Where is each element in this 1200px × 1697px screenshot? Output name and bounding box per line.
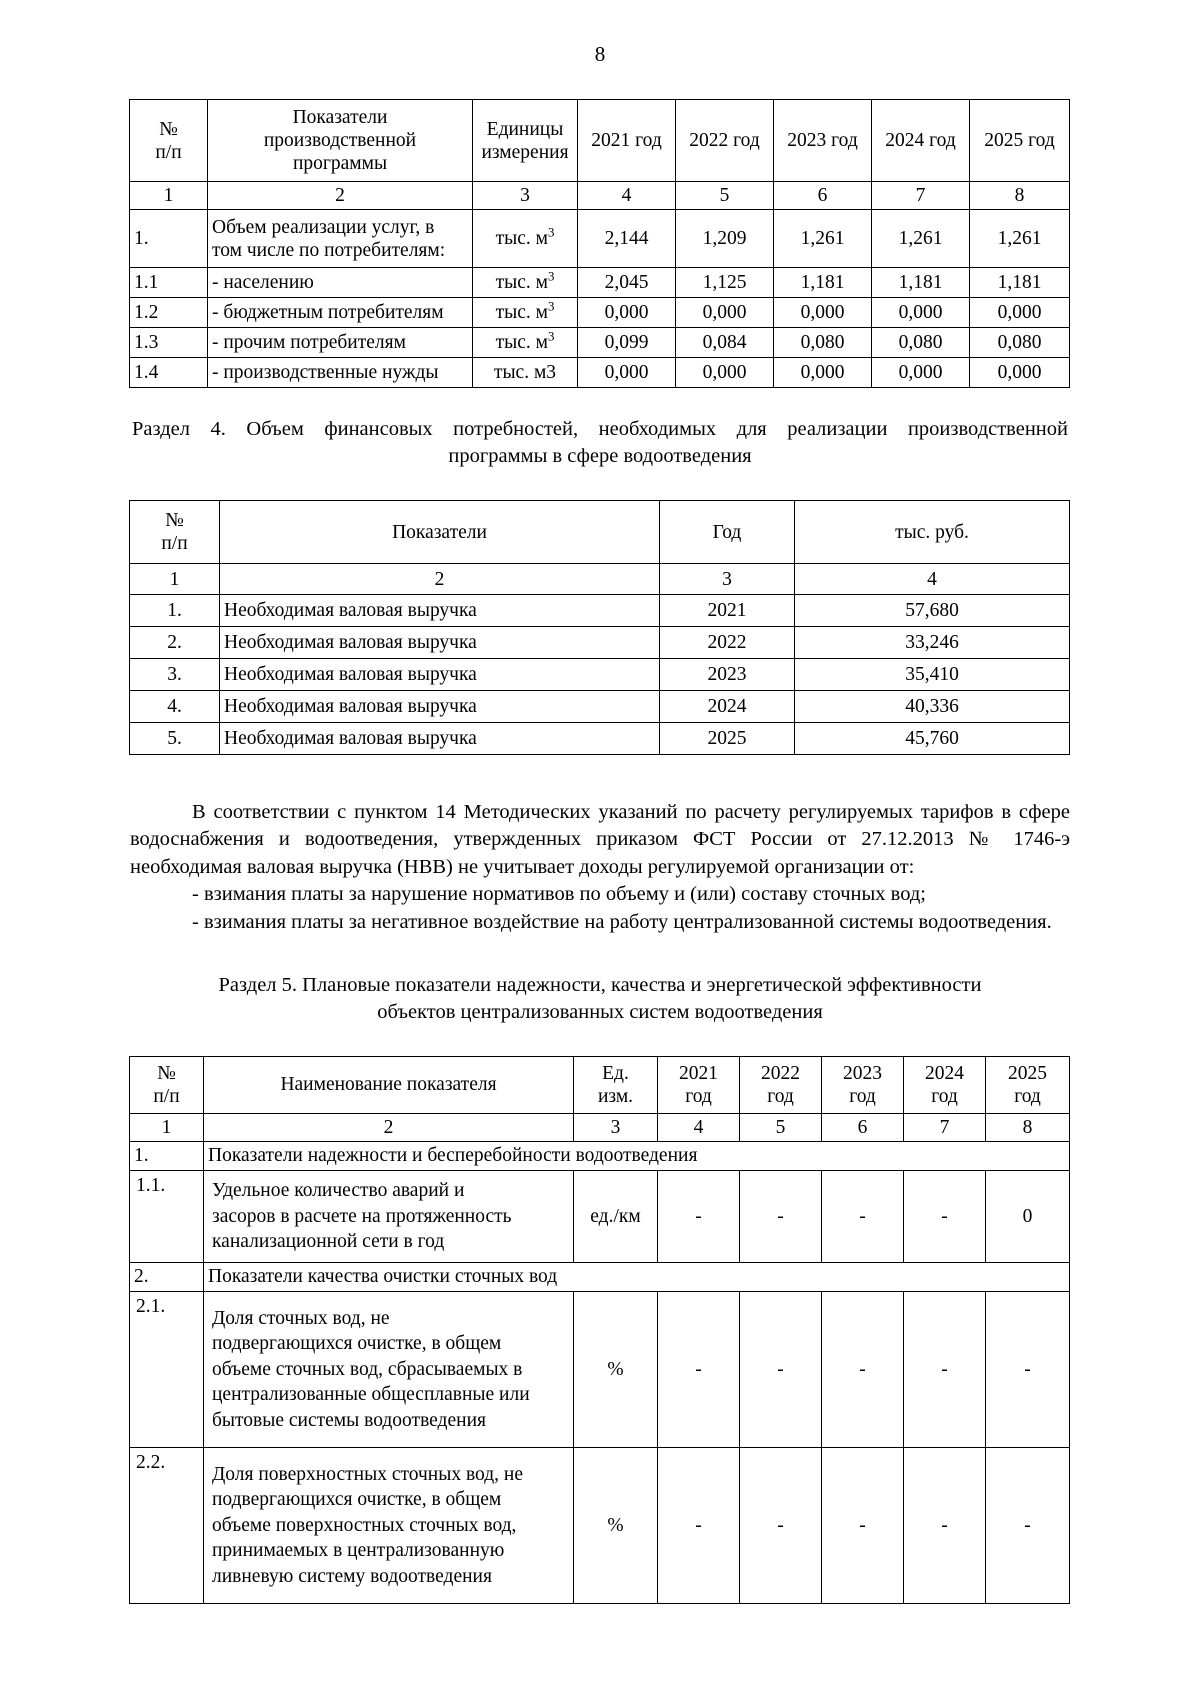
header-units-line1: Единицы	[486, 118, 564, 140]
row-value-2023: -	[822, 1170, 904, 1262]
col-num-8: 8	[970, 182, 1070, 210]
col-num-1: 1	[130, 182, 208, 210]
header-cell-indicators	[208, 100, 473, 182]
row-value-2024: 0,080	[872, 328, 970, 358]
row-name-line1: Удельное количество аварий и	[212, 1180, 465, 1202]
row-no: 1.1.	[130, 1170, 204, 1262]
header-2025-year: 2025	[1008, 1062, 1047, 1084]
row-value-2025: 1,181	[970, 268, 1070, 298]
row-indicator-name	[204, 1170, 574, 1262]
row-value-2022: 1,125	[676, 268, 774, 298]
row-value: 40,336	[795, 691, 1070, 723]
row-no: 1.1	[130, 268, 208, 298]
unit-text: тыс. м	[495, 272, 548, 293]
column-number-row	[130, 182, 1070, 210]
row-value-2023: 0,000	[774, 358, 872, 388]
col-num-8: 8	[986, 1113, 1070, 1141]
header-cell-2023: 2023 год	[774, 100, 872, 182]
header-cell-2025	[986, 1056, 1070, 1113]
header-2022-god: год	[767, 1085, 794, 1107]
row-name-line5: бытовые системы водоотведения	[212, 1409, 486, 1431]
header-unit-line2: изм.	[597, 1085, 634, 1107]
row-name-line4: централизованные общесплавные или	[212, 1384, 530, 1406]
row-year: 2021	[660, 595, 795, 627]
financial-needs-table	[129, 500, 1070, 755]
header-cell-2021	[658, 1056, 740, 1113]
unit-text: тыс. м	[495, 228, 548, 249]
row-indicator-name	[204, 1291, 574, 1447]
row-value-2021: -	[658, 1447, 740, 1603]
row-indicator: Необходимая валовая выручка	[220, 595, 660, 627]
col-num-4: 4	[658, 1113, 740, 1141]
row-no: 1.4	[130, 358, 208, 388]
table-header-row	[130, 100, 1070, 182]
row-name-line3: объеме поверхностных сточных вод,	[212, 1514, 517, 1536]
row-unit: ед./км	[574, 1170, 658, 1262]
header-cell-2022	[740, 1056, 822, 1113]
row-unit	[473, 298, 578, 328]
header-cell-no	[130, 1056, 204, 1113]
row-value-2022: -	[740, 1447, 822, 1603]
unit-superscript: 3	[547, 269, 555, 284]
row-indicator: Необходимая валовая выручка	[220, 627, 660, 659]
table-header-row	[130, 1056, 1070, 1113]
row-no: 2.2.	[130, 1447, 204, 1603]
section-5-heading-line2: объектов централизованных систем водоотведения	[377, 1000, 823, 1023]
section-4-heading-line2: программы в сфере водоотведения	[448, 445, 752, 468]
row-value-2025: 1,261	[970, 210, 1070, 268]
row-value-2021: -	[658, 1170, 740, 1262]
row-value-2022: -	[740, 1170, 822, 1262]
row-name-line2: подвергающихся очистке, в общем	[212, 1333, 502, 1355]
table-row	[130, 328, 1070, 358]
header-cell-indicator-name: Наименование показателя	[204, 1056, 574, 1113]
page-number: 8	[594, 42, 606, 66]
col-num-4: 4	[795, 564, 1070, 595]
unit-superscript: 3	[547, 299, 555, 314]
row-value-2024: 1,261	[872, 210, 970, 268]
table-group-row	[130, 1262, 1070, 1291]
col-num-4: 4	[578, 182, 676, 210]
row-value-2021: 0,000	[578, 358, 676, 388]
row-value-2023: 0,000	[774, 298, 872, 328]
header-2021-god: год	[685, 1085, 712, 1107]
col-num-6: 6	[822, 1113, 904, 1141]
header-pp-symbol: п/п	[153, 1085, 180, 1107]
header-cell-2024	[904, 1056, 986, 1113]
row-value-2023: -	[822, 1447, 904, 1603]
row-name-line5: ливневую систему водоотведения	[212, 1565, 492, 1587]
col-num-5: 5	[676, 182, 774, 210]
header-unit-line1: Ед.	[602, 1062, 629, 1084]
col-num-2: 2	[204, 1113, 574, 1141]
table-row	[130, 627, 1070, 659]
row-name-line4: принимаемых в централизованную	[212, 1540, 505, 1562]
row-value-2022: 1,209	[676, 210, 774, 268]
row-value-2024: 0,000	[872, 358, 970, 388]
header-cell-thousand-rub: тыс. руб.	[795, 501, 1070, 564]
table-row	[130, 595, 1070, 627]
row-indicator: Необходимая валовая выручка	[220, 723, 660, 755]
row-year: 2022	[660, 627, 795, 659]
row-value-2021: 2,144	[578, 210, 676, 268]
section-5-heading	[130, 972, 1070, 1026]
row-value-2021: 0,000	[578, 298, 676, 328]
header-indicators-line1: Показатели	[292, 107, 388, 128]
header-no-symbol: №	[157, 1062, 176, 1084]
row-no: 2.1.	[130, 1291, 204, 1447]
row-indicator: Необходимая валовая выручка	[220, 691, 660, 723]
row-value-2022: -	[740, 1291, 822, 1447]
row-value-2023: 0,080	[774, 328, 872, 358]
row-indicator: Необходимая валовая выручка	[220, 659, 660, 691]
row-value-2024: -	[904, 1170, 986, 1262]
section-4-heading	[130, 416, 1070, 470]
col-num-7: 7	[904, 1113, 986, 1141]
row-value-2024: 0,000	[872, 298, 970, 328]
row-name-line2: подвергающихся очистке, в общем	[212, 1489, 502, 1511]
row-no: 1.	[130, 595, 220, 627]
row-year: 2025	[660, 723, 795, 755]
col-num-1: 1	[130, 564, 220, 595]
row-indicator: - прочим потребителям	[208, 328, 473, 358]
group-title: Показатели надежности и бесперебойности водоотведения	[204, 1141, 1070, 1170]
row-indicator: - производственные нужды	[208, 358, 473, 388]
row-value-2025: -	[986, 1291, 1070, 1447]
row-year: 2023	[660, 659, 795, 691]
reliability-quality-indicators-table	[129, 1056, 1070, 1604]
nvv-exclusion-bullet-1: - взимания платы за нарушение нормативов по объему и (или) составу сточных вод;	[192, 883, 926, 906]
row-value: 33,246	[795, 627, 1070, 659]
header-indicators-line2: производственной	[263, 130, 417, 151]
row-value-2023: -	[822, 1291, 904, 1447]
table-row	[130, 691, 1070, 723]
row-indicator: - населению	[208, 268, 473, 298]
row-value-2022: 0,000	[676, 358, 774, 388]
row-value-2024: -	[904, 1291, 986, 1447]
row-value-2025: 0	[986, 1170, 1070, 1262]
column-number-row	[130, 564, 1070, 595]
section-4-heading-line1: Раздел 4. Объем финансовых потребностей, необходимых для реализации производственной	[132, 418, 1068, 440]
row-indicator-name	[204, 1447, 574, 1603]
row-name-line3: канализационной сети в год	[212, 1231, 445, 1253]
row-name-line3: объеме сточных вод, сбрасываемых в	[212, 1358, 523, 1380]
col-num-3: 3	[473, 182, 578, 210]
row-value-2021: -	[658, 1291, 740, 1447]
header-cell-2021: 2021 год	[578, 100, 676, 182]
row-no: 1.2	[130, 298, 208, 328]
header-2025-god: год	[1014, 1085, 1041, 1107]
table-row	[130, 1170, 1070, 1262]
col-num-6: 6	[774, 182, 872, 210]
row-value-2025: 0,000	[970, 358, 1070, 388]
group-no: 2.	[130, 1262, 204, 1291]
header-cell-2024: 2024 год	[872, 100, 970, 182]
table-row	[130, 358, 1070, 388]
row-value: 45,760	[795, 723, 1070, 755]
row-no: 2.	[130, 627, 220, 659]
header-2021-year: 2021	[679, 1062, 718, 1084]
row-value-2023: 1,261	[774, 210, 872, 268]
unit-text: тыс. м	[495, 302, 548, 323]
header-cell-2025: 2025 год	[970, 100, 1070, 182]
row-no: 5.	[130, 723, 220, 755]
header-pp-symbol: п/п	[161, 533, 188, 555]
row-indicator: - бюджетным потребителям	[208, 298, 473, 328]
row-no: 3.	[130, 659, 220, 691]
row-no: 4.	[130, 691, 220, 723]
group-title: Показатели качества очистки сточных вод	[204, 1262, 1070, 1291]
table-row	[130, 723, 1070, 755]
section-5-heading-line1: Раздел 5. Плановые показатели надежности, качества и энергетической эффективности	[218, 973, 982, 996]
row-value-2024: -	[904, 1447, 986, 1603]
table-row	[130, 1291, 1070, 1447]
header-pp-symbol: п/п	[155, 141, 182, 163]
header-cell-units	[473, 100, 578, 182]
row-unit	[473, 328, 578, 358]
header-cell-unit	[574, 1056, 658, 1113]
header-cell-no	[130, 100, 208, 182]
row-value: 35,410	[795, 659, 1070, 691]
row-unit: %	[574, 1447, 658, 1603]
row-value-2025: 0,000	[970, 298, 1070, 328]
header-units-line2: измерения	[481, 141, 569, 163]
row-name-line1: Доля поверхностных сточных вод, не	[212, 1464, 523, 1486]
nvv-explanation-paragraph: В соответствии с пунктом 14 Методических указаний по расчету регулируемых тарифов в сфере водоснабжения и водоотведения, утвержденных приказом ФСТ России от 27.12.2013 № 1746-э необходимая валовая выручка (НВВ) не учитывает доходы регулируемой организации от:	[130, 801, 1070, 878]
row-value-2022: 0,084	[676, 328, 774, 358]
row-value-2025: -	[986, 1447, 1070, 1603]
table-row	[130, 298, 1070, 328]
row-value-2025: 0,080	[970, 328, 1070, 358]
unit-text: тыс. м	[495, 332, 548, 353]
header-cell-2022: 2022 год	[676, 100, 774, 182]
unit-superscript: 3	[547, 225, 555, 240]
row-name-line2: засоров в расчете на протяженность	[212, 1205, 512, 1227]
column-number-row	[130, 1113, 1070, 1141]
row-unit	[473, 268, 578, 298]
nvv-exclusion-bullet-2: - взимания платы за негативное воздействие на работу централизованной системы водоотведения.	[192, 910, 1052, 933]
header-no-symbol: №	[159, 118, 178, 140]
row-unit	[473, 358, 578, 388]
table-row	[130, 659, 1070, 691]
row-value-2021: 2,045	[578, 268, 676, 298]
row-name-line1: Доля сточных вод, не	[212, 1308, 390, 1330]
header-indicators-line3: программы	[292, 153, 388, 174]
header-no-symbol: №	[165, 510, 184, 532]
row-value-2021: 0,099	[578, 328, 676, 358]
row-unit	[473, 210, 578, 268]
col-num-3: 3	[660, 564, 795, 595]
col-num-7: 7	[872, 182, 970, 210]
col-num-3: 3	[574, 1113, 658, 1141]
col-num-1: 1	[130, 1113, 204, 1141]
table-group-row	[130, 1141, 1070, 1170]
header-2023-year: 2023	[843, 1062, 882, 1084]
group-no: 1.	[130, 1141, 204, 1170]
col-num-5: 5	[740, 1113, 822, 1141]
header-cell-no	[130, 501, 220, 564]
header-cell-indicators: Показатели	[220, 501, 660, 564]
row-no: 1.3	[130, 328, 208, 358]
table-row	[130, 210, 1070, 268]
unit-text: тыс. м3	[493, 362, 557, 383]
header-2022-year: 2022	[761, 1062, 800, 1084]
row-year: 2024	[660, 691, 795, 723]
row-no: 1.	[130, 210, 208, 268]
table-row	[130, 1447, 1070, 1603]
col-num-2: 2	[220, 564, 660, 595]
row-indicator: Объем реализации услуг, в том числе по потребителям:	[208, 210, 473, 268]
header-2024-year: 2024	[925, 1062, 964, 1084]
production-program-table	[129, 99, 1070, 388]
row-value-2023: 1,181	[774, 268, 872, 298]
unit-superscript: 3	[547, 329, 555, 344]
row-value-2024: 1,181	[872, 268, 970, 298]
header-2024-god: год	[931, 1085, 958, 1107]
row-value: 57,680	[795, 595, 1070, 627]
table-header-row	[130, 501, 1070, 564]
header-cell-year: Год	[660, 501, 795, 564]
header-cell-2023	[822, 1056, 904, 1113]
row-value-2022: 0,000	[676, 298, 774, 328]
col-num-2: 2	[208, 182, 473, 210]
header-2023-god: год	[849, 1085, 876, 1107]
row-unit: %	[574, 1291, 658, 1447]
table-row	[130, 268, 1070, 298]
